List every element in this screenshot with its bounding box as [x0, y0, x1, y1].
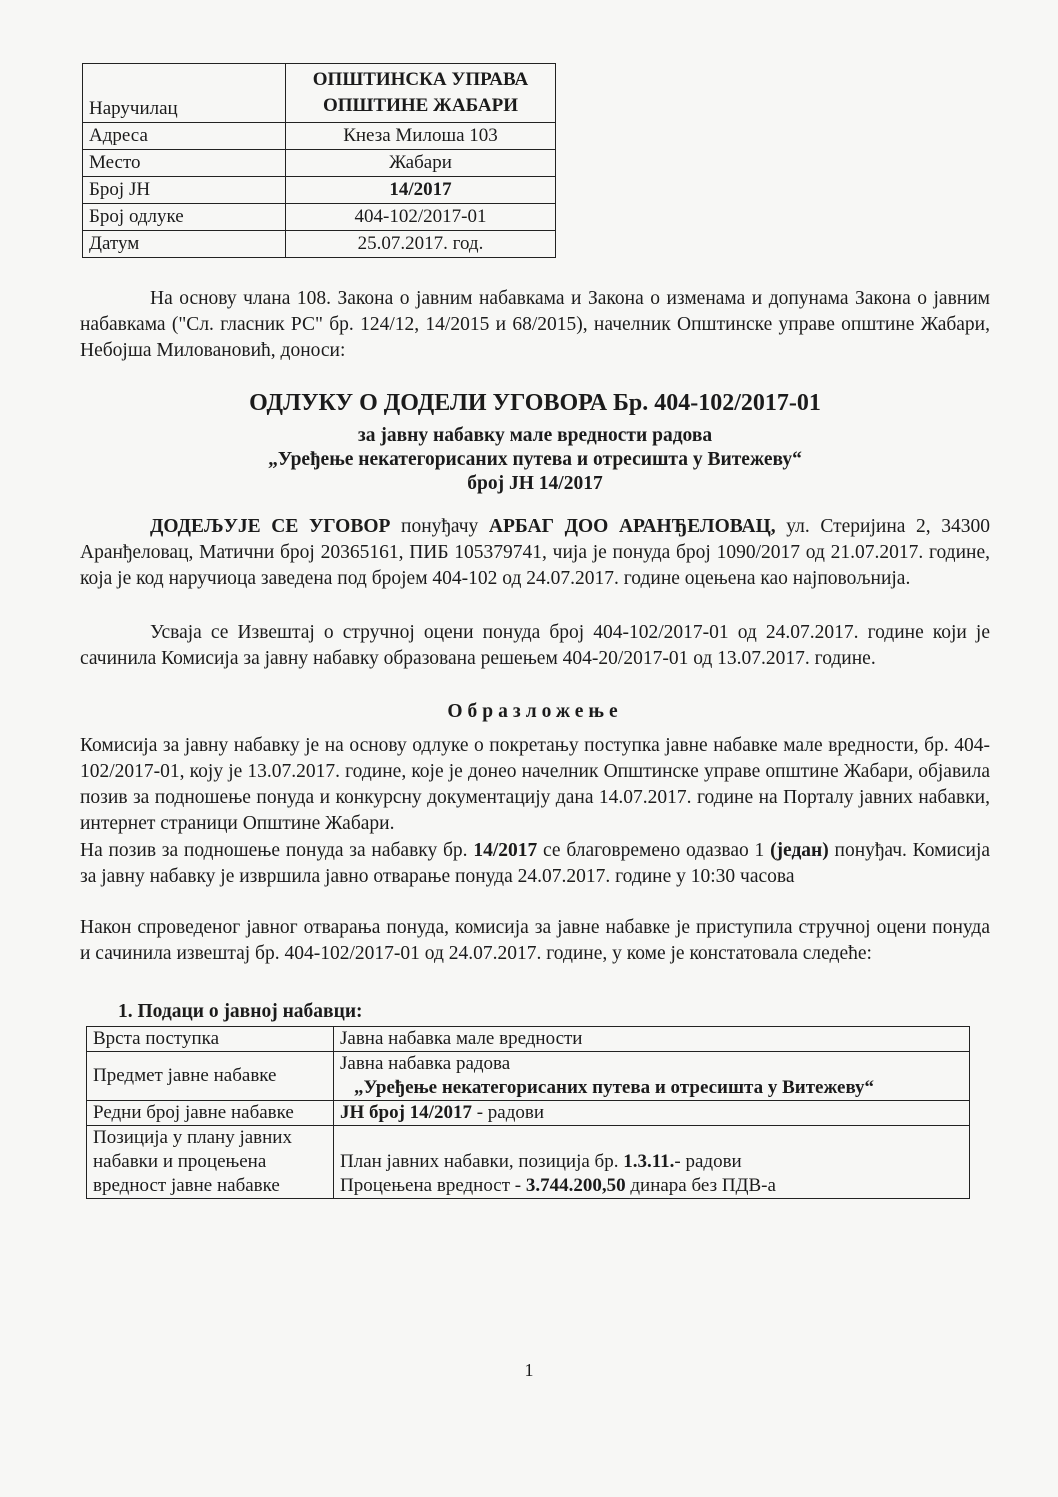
subject-line-1: Јавна набавка радова: [340, 1053, 511, 1074]
reasoning-paragraph-1: Комисија за јавну набавку је на основу одлуке о покретању поступка јавне набавке мале вредности, бр. 404-102/2017-01, коју је 13.07.2017. године, које је донео начелник Општинске управе општине Жабари, објавила позив за подношење понуда и конкурсну документацију дана 14.07.2017. године на Порталу јавних набавки, интернет страници Општине Жабари.: [80, 735, 990, 834]
estimate-currency: динара без ПДВ-а: [625, 1175, 776, 1196]
table-label: Врста поступка: [87, 1027, 334, 1052]
estimate-amount: 3.744.200,50: [525, 1175, 626, 1196]
plan-position: 1.3.11.: [623, 1151, 675, 1172]
procurement-id: ЈН број 14/2017: [340, 1102, 472, 1123]
estimated-value-line: [340, 1174, 963, 1198]
award-paragraph: [80, 514, 990, 592]
plan-type: - радови: [674, 1151, 742, 1172]
section-1-heading: 1. Подаци о јавној набавци:: [118, 1001, 363, 1022]
header-row-address: [83, 123, 556, 150]
table-label: Предмет јавне набавке: [87, 1052, 334, 1101]
table-label: Редни број јавне набавке: [87, 1101, 334, 1126]
reasoning-heading: Образложење: [447, 701, 623, 722]
header-label: Број одлуке: [83, 204, 286, 231]
intro-paragraph: На основу члана 108. Закона о јавним набавкама и Закона о изменама и допунама Закона о јавним набавкама ("Сл. гласник РС" бр. 124/12, 14/2015 и 68/2015), начелник Општинске управе општине Жабари, Небојша Миловановић, доноси:: [80, 288, 990, 361]
table-label: [87, 1126, 334, 1199]
decision-subtitle-1: за јавну набавку мале вредности радова: [357, 425, 713, 446]
plan-position-line: [340, 1150, 963, 1174]
rp2-b: 14/2017: [473, 840, 538, 861]
header-value: 404-102/2017-01: [286, 204, 556, 231]
table-value: [334, 1126, 970, 1199]
header-label: Адреса: [83, 123, 286, 150]
procurement-number: број ЈН 14/2017: [467, 473, 603, 494]
header-row-procurement-number: [83, 177, 556, 204]
award-lead: ДОДЕЉУЈЕ СЕ УГОВОР: [150, 516, 391, 537]
award-rest: ул. Стеријина 2, 34300 Аранђеловац, Матични број 20365161, ПИБ 105379741, чија је понуда број 1090/2017 од 21.07.2017. године, која је код наручиоца заведена под бројем 404-102 од 24.07.2017. године оцењена као најповољнија.: [80, 516, 990, 589]
header-value: 14/2017: [286, 177, 556, 204]
header-label: Број ЈН: [83, 177, 286, 204]
table-row: [87, 1027, 970, 1052]
plan-text: План јавних набавки, позиција бр.: [340, 1151, 624, 1172]
header-row-date: [83, 231, 556, 258]
decision-subtitle-3: [80, 472, 990, 496]
reasoning-paragraph-2: [80, 838, 990, 890]
award-mid: понуђачу: [390, 516, 489, 537]
table-value: [334, 1101, 970, 1126]
table-value: [334, 1052, 970, 1101]
table-row: [87, 1052, 970, 1101]
header-row-purchaser: [83, 64, 556, 123]
label-line: вредност јавне набавке: [93, 1175, 280, 1196]
purchaser-name: [286, 64, 556, 123]
table-row: [87, 1101, 970, 1126]
header-value: Жабари: [286, 150, 556, 177]
procurement-data-table: [86, 1026, 970, 1199]
header-table: [82, 63, 556, 258]
rp2-d: (један): [770, 840, 829, 861]
header-value: 25.07.2017. год.: [286, 231, 556, 258]
header-label: Датум: [83, 231, 286, 258]
decision-subtitle-2: „Уређење некатегорисаних путева и отресишта у Витежеву“: [268, 449, 802, 470]
header-value: Кнеза Милоша 103: [286, 123, 556, 150]
rp2-c: се благовремено одазвао 1: [537, 840, 771, 861]
header-label: Место: [83, 150, 286, 177]
rp2-e: понуђач. Комисија за јавну набавку је извршила јавно отварање понуда 24.07.2017. године у 10:30 часова: [80, 840, 991, 887]
header-row-decision-number: [83, 204, 556, 231]
procurement-type: - радови: [476, 1102, 545, 1123]
label-line: Позиција у плану јавних: [93, 1127, 292, 1148]
table-row: [87, 1126, 970, 1199]
rp2-a: На позив за подношење понуда за набавку бр.: [80, 840, 474, 861]
award-company: АРБАГ ДОО АРАНЂЕЛОВАЦ,: [488, 516, 776, 537]
header-row-place: [83, 150, 556, 177]
header-label: Наручилац: [83, 64, 286, 123]
decision-title: ОДЛУКУ О ДОДЕЛИ УГОВОРА Бр. 404-102/2017-01: [249, 390, 821, 416]
page-number: 1: [524, 1360, 534, 1380]
label-line: набавки и процењена: [93, 1151, 267, 1172]
estimate-text: Процењена вредност -: [340, 1175, 526, 1196]
table-value: Јавна набавка мале вредности: [334, 1027, 970, 1052]
reasoning-paragraph-3: Након спроведеног јавног отварања понуда, комисија за јавне набавке је приступила стручној оцени понуда и сачинила извештај бр. 404-102/2017-01 од 24.07.2017. године, у коме је констатовала следеће:: [80, 917, 990, 964]
purchaser-line1: ОПШТИНСКА УПРАВА: [312, 69, 529, 90]
subject-line-2: „Уређење некатегорисаних путева и отресишта у Витежеву“: [354, 1077, 875, 1098]
accept-paragraph: Усваја се Извештај о стручној оцени понуда број 404-102/2017-01 од 24.07.2017. године који је сачинила Комисија за јавну набавку образована решењем 404-20/2017-01 од 13.07.2017. године.: [80, 622, 990, 669]
purchaser-line2: ОПШТИНЕ ЖАБАРИ: [322, 95, 518, 116]
